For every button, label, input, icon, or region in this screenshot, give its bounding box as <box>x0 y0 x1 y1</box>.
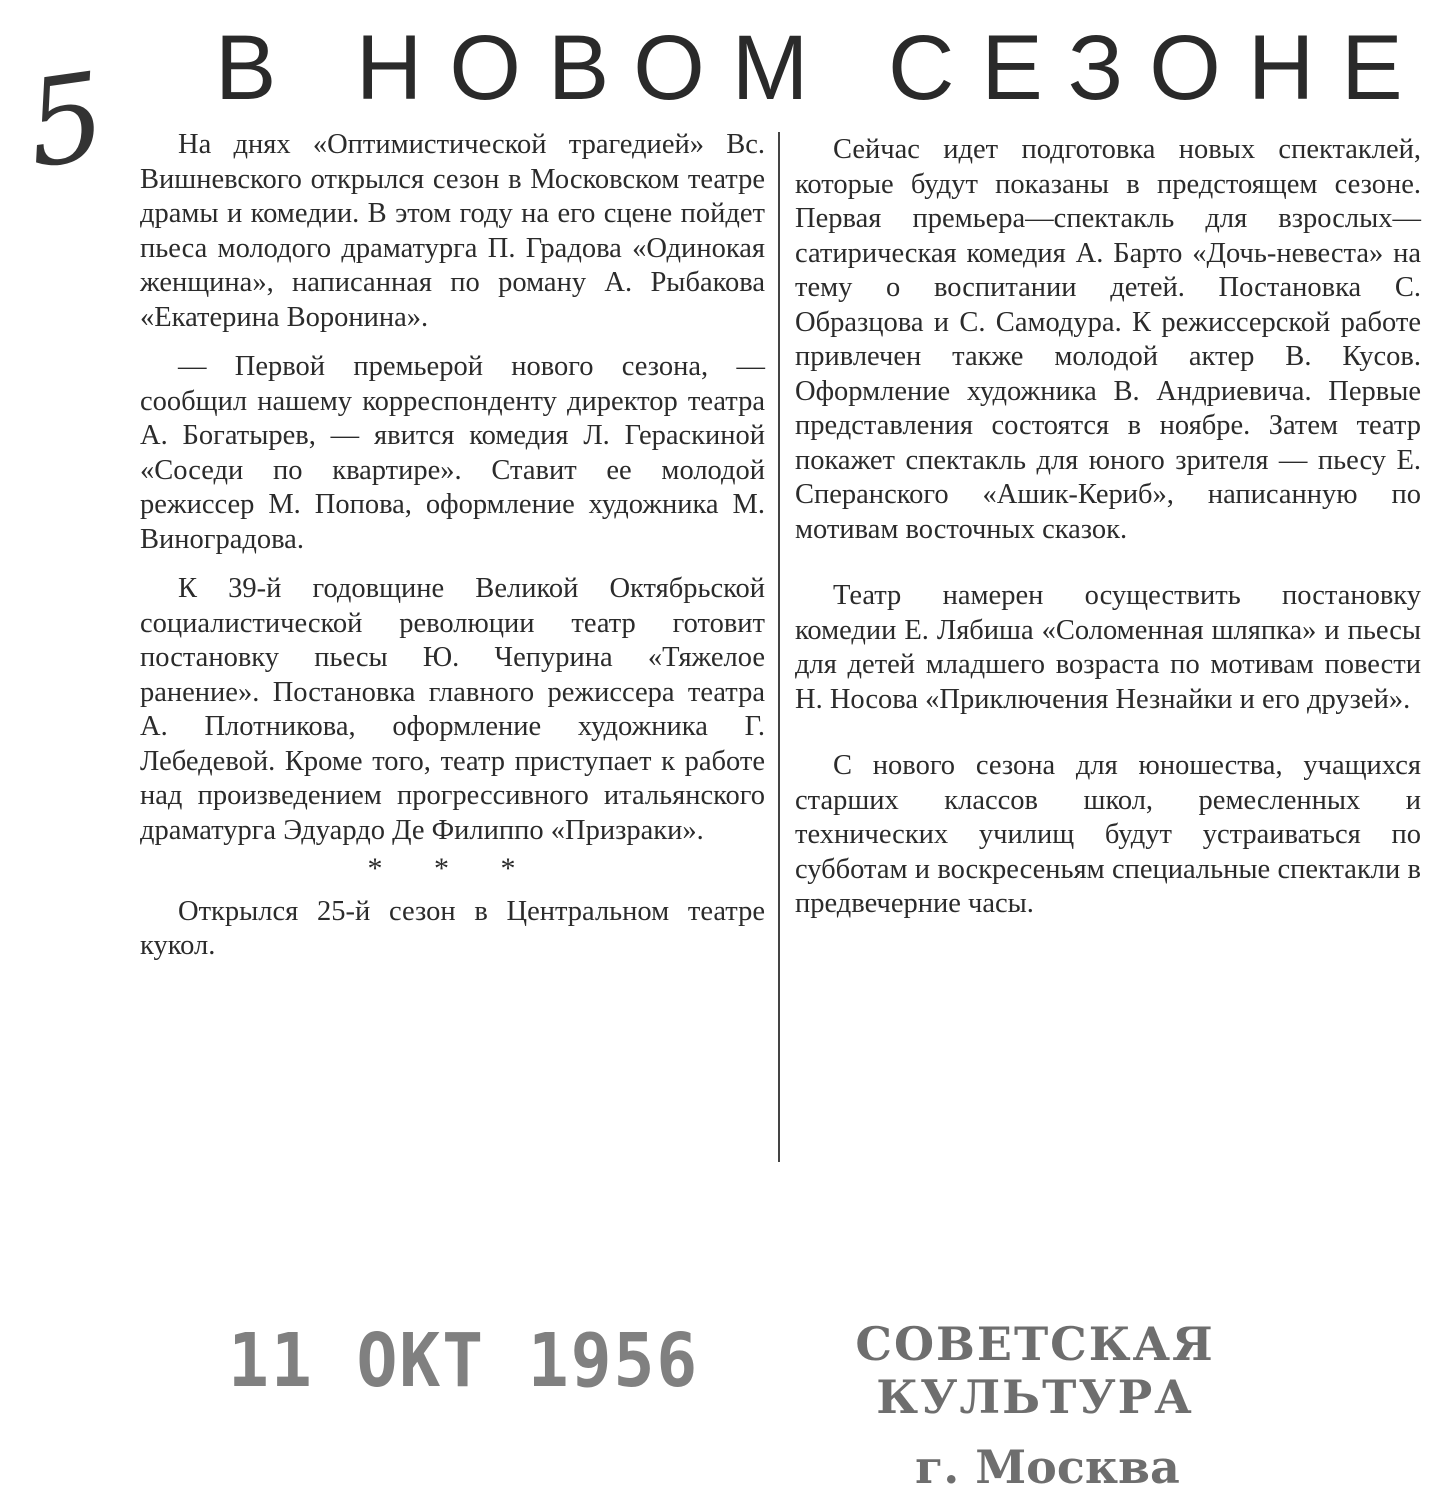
right-column <box>795 133 1421 922</box>
right-paragraph-3: С нового сезона для юношества, учащихся старших классов школ, ремесленных и технических училищ будут устраиваться по субботам и воскресеньям специальные спектакли в предвечерние часы. <box>795 750 1421 919</box>
left-paragraph-2: — Первой премьерой нового сезона, — сообщил нашему корреспонденту директор театра А. Богатырев, — явится комедия Л. Гераскиной «Соседи по квартире». Ставит ее молодой режиссер М. Попова, оформление художника М. Виноградова. <box>140 351 765 555</box>
right-paragraph-1: Сейчас идет подготовка новых спектаклей, которые будут показаны в предстоящем сезоне. Первая премьера—спектакль для взрослых—сатирическая комедия А. Барто «Дочь-невеста» на тему о воспитании детей. Постановка С. Образцова и С. Самодура. К режиссерской работе привлечен также молодой актер В. Кусов. Оформление художника В. Андриевича. Первые представления состоятся в ноябре. Затем театр покажет спектакль для юного зрителя — пьесу Е. Сперанского «Ашик-Кериб», написанную по мотивам восточных сказок. <box>795 134 1421 545</box>
left-column <box>140 128 765 964</box>
article-headline: В НОВОМ СЕЗОНЕ <box>215 17 1430 119</box>
source-stamp <box>775 1318 1295 1495</box>
right-paragraph-2: Театр намерен осуществить постановку комедии Е. Лябиша «Соломенная шляпка» и пьесы для детей младшего возраста по мотивам повести Н. Носова «Приключения Незнайки и его друзей». <box>795 580 1421 715</box>
handwritten-page-number: 5 <box>18 47 114 196</box>
newspaper-name: СОВЕТСКАЯ КУЛЬТУРА <box>855 1317 1215 1424</box>
date-stamp: 11 ОКТ 1956 <box>228 1318 700 1404</box>
newspaper-city: г. Москва <box>915 1439 1180 1494</box>
section-separator: * * * <box>367 852 538 885</box>
left-paragraph-3: К 39-й годовщине Великой Октябрьской социалистической революции театр готовит постановку пьесы Ю. Чепурина «Тяжелое ранение». Постановка главного режиссера театра А. Плотникова, оформление художника Г. Лебедевой. Кроме того, театр приступает к работе над произведением прогрессивного итальянского драматурга Эдуардо Де Филиппо «Призраки». <box>140 573 765 846</box>
column-divider <box>778 132 780 1162</box>
left-paragraph-1: На днях «Оптимистической трагедией» Вс. Вишневского открылся сезон в Московском театре драмы и комедии. В этом году на его сцене пойдет пьеса молодого драматурга П. Градова «Одинокая женщина», написанная по роману А. Рыбакова «Екатерина Воронина». <box>140 129 765 333</box>
left-closing-paragraph: Открылся 25-й сезон в Центральном театре кукол. <box>140 895 765 961</box>
